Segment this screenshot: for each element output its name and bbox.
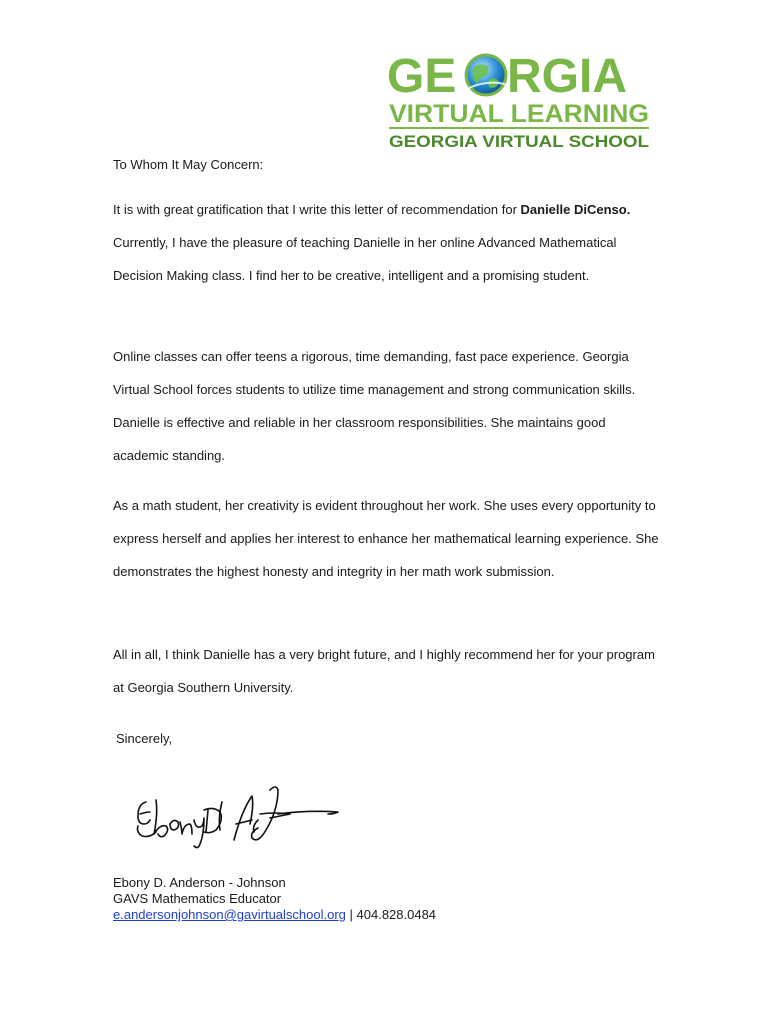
contact-separator: |: [345, 907, 357, 922]
signature-block: [113, 875, 436, 923]
logo-word-left: GE: [387, 50, 457, 103]
paragraph-1: [113, 193, 661, 292]
georgia-virtual-learning-logo: [385, 48, 653, 152]
paragraph-4: All in all, I think Danielle has a very bright future, and I highly recommend her for your program at Georgia Southern University.: [113, 647, 655, 695]
student-name: Danielle DiCenso.: [520, 202, 631, 217]
globe-icon: [466, 55, 506, 95]
closing: Sincerely,: [116, 731, 173, 746]
paragraph-1-rest: Currently, I have the pleasure of teaching Danielle in her online Advanced Mathematical Decision Making class. I find her to be creative, intelligent and a promising student.: [113, 235, 617, 283]
paragraph-2: Online classes can offer teens a rigorous, time demanding, fast pace experience. Georgia Virtual School forces students to utilize time management and strong communication skills. Danielle is effective and reliable in her classroom responsibilities. She maintains good academic standing.: [113, 349, 636, 463]
paragraph-1-intro: It is with great gratification that I write this letter of recommendation for: [113, 202, 521, 217]
salutation: To Whom It May Concern:: [113, 157, 264, 172]
logo-line-virtual-learning: VIRTUAL LEARNING: [389, 100, 649, 128]
logo-word-right: RGIA: [507, 50, 627, 103]
logo-line-school: GEORGIA VIRTUAL SCHOOL: [389, 132, 649, 151]
email-link[interactable]: e.andersonjohnson@gavirtualschool.org: [113, 907, 346, 922]
author-name: Ebony D. Anderson - Johnson: [113, 875, 286, 890]
handwritten-signature: [132, 780, 347, 858]
author-title: GAVS Mathematics Educator: [113, 891, 282, 906]
contact-line: [113, 907, 436, 923]
phone-number: 404.828.0484: [356, 907, 437, 922]
paragraph-3: As a math student, her creativity is evident throughout her work. She uses every opportunity to express herself and applies her interest to enhance her mathematical learning experience. She demonstrates the highest honesty and integrity in her math work submission.: [113, 498, 659, 579]
